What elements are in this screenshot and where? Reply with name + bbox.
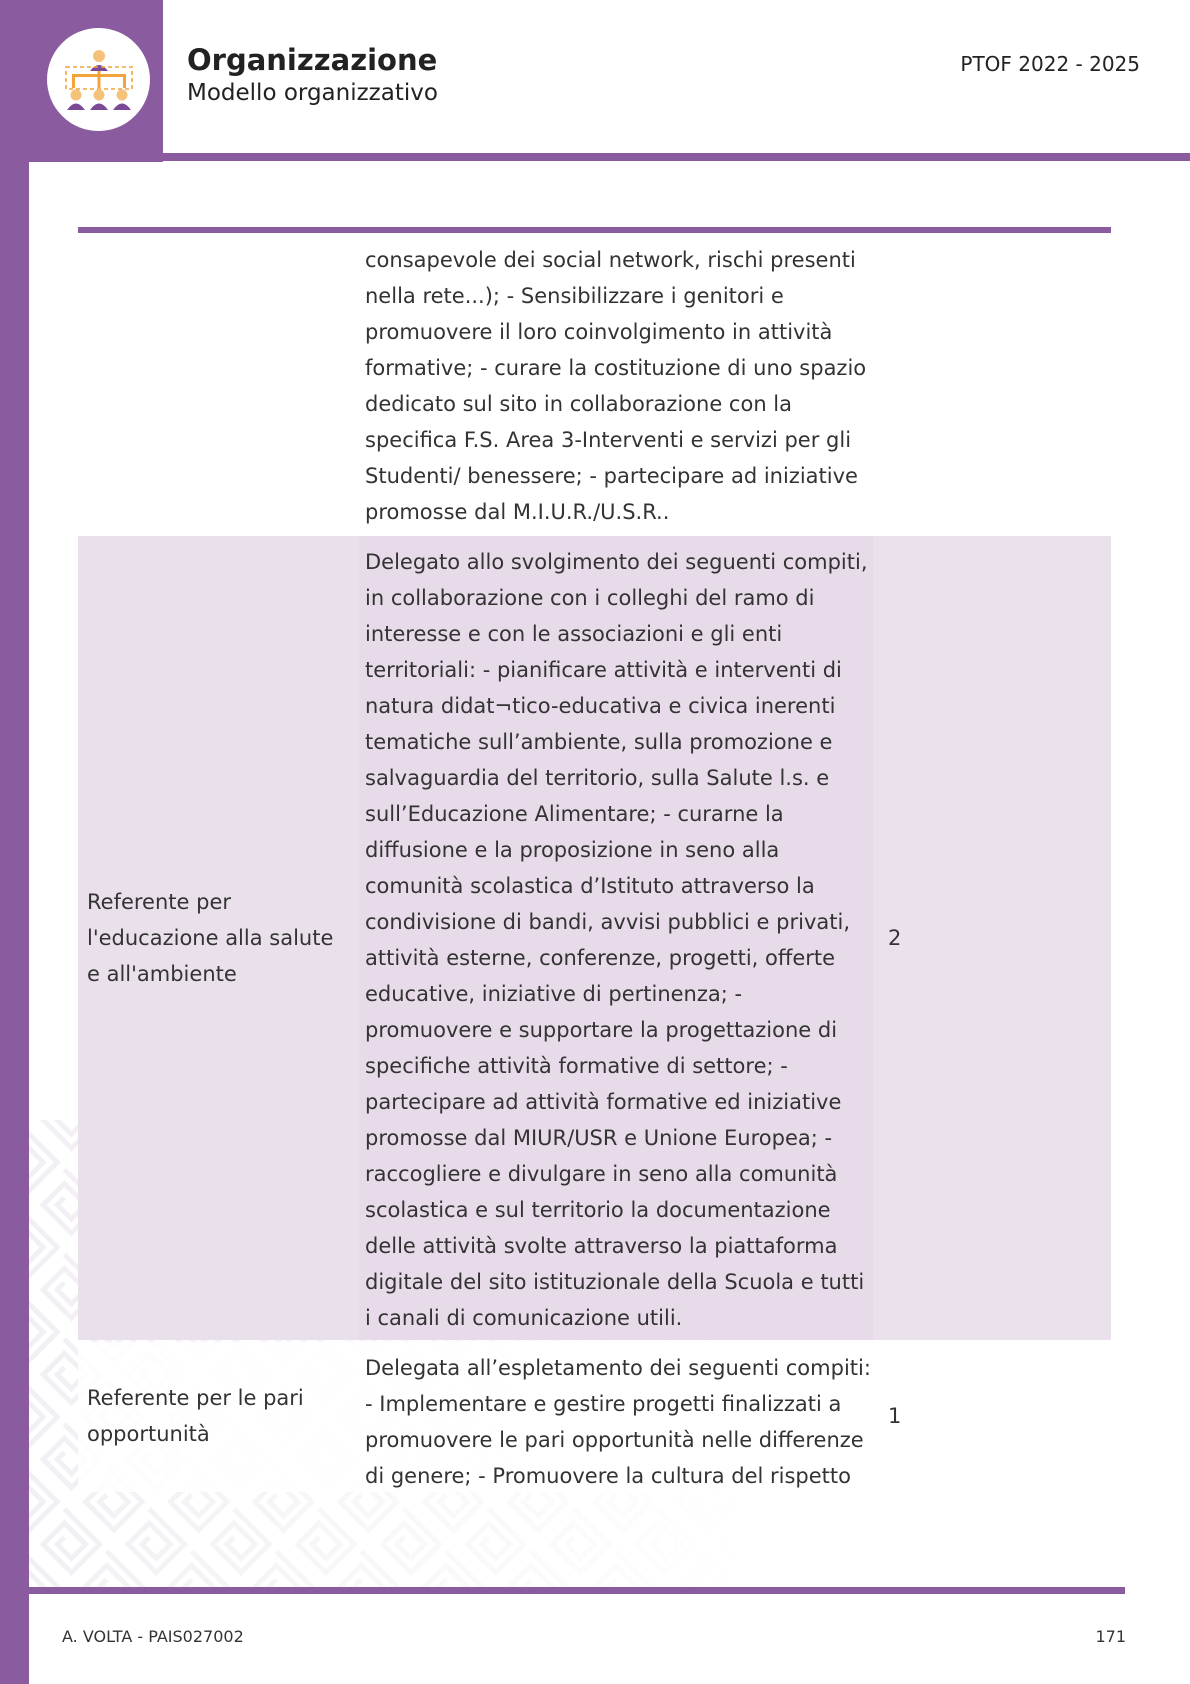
- count-cell: 1: [888, 1404, 902, 1428]
- table-row: [78, 242, 1111, 534]
- footer-divider: [29, 1587, 1125, 1594]
- left-accent-bar: [0, 0, 29, 1684]
- role-cell: Referente per le pari opportunità: [87, 1386, 304, 1446]
- organization-chart-icon: [64, 47, 134, 113]
- description-cell: Delegata all’espletamento dei seguenti compiti: - Implementare e gestire progetti finalizzati a promuovere le pari opportunità nelle differenze di genere; - Promuovere la cultura del rispetto: [365, 1356, 871, 1488]
- page-number: 171: [1095, 1627, 1126, 1646]
- header-divider: [29, 153, 1190, 161]
- header-logo-block: [0, 0, 163, 162]
- page-title: Organizzazione: [187, 43, 438, 77]
- table-row: [78, 1342, 1111, 1492]
- page-subtitle: Modello organizzativo: [187, 80, 438, 106]
- ptof-label: PTOF 2022 - 2025: [960, 52, 1140, 76]
- description-cell: consapevole dei social network, rischi presenti nella rete...); - Sensibilizzare i genitori e promuovere il loro coinvolgimento in attività formative; - curare la costituzione di uno spazio dedicato sul sito in collaborazione con la specifica F.S. Area 3-Interventi e servizi per gli Studenti/ benessere; - partecipare ad iniziative promosse dal M.I.U.R./U.S.R..: [365, 248, 867, 524]
- table-top-border: [78, 227, 1111, 233]
- count-cell: 2: [888, 926, 902, 950]
- footer-school: A. VOLTA - PAIS027002: [62, 1627, 244, 1646]
- role-cell: Referente per l'educazione alla salute e all'ambiente: [87, 890, 334, 986]
- table-row: [78, 536, 1111, 1340]
- description-cell: Delegato allo svolgimento dei seguenti compiti, in collaborazione con i colleghi del ramo di interesse e con le associazioni e gli enti territoriali: - pianificare attività e interventi di natura didat¬tico-educativa e civica inerenti tematiche sull’ambiente, sulla promozione e salvaguardia del territorio, sulla Salute l.s. e sull’Educazione Alimentare; - curarne la diffusione e la proposizione in seno alla comunità scolastica d’Istituto attraverso la condivisione di bandi, avvisi pubblici e privati, attività esterne, conferenze, progetti, offerte educative, iniziative di pertinenza; - promuovere e supportare la progettazione di specifiche attività formative di settore; - partecipare ad attività formative ed iniziative promosse dal MIUR/USR e Unione Europea; - raccogliere e divulgare in seno alla comunità scolastica e sul territorio la documentazione delle attività svolte attraverso la piattaforma digitale del sito istituzionale della Scuola e tutti i canali di comunicazione utili.: [365, 550, 868, 1330]
- logo-circle: [47, 28, 150, 131]
